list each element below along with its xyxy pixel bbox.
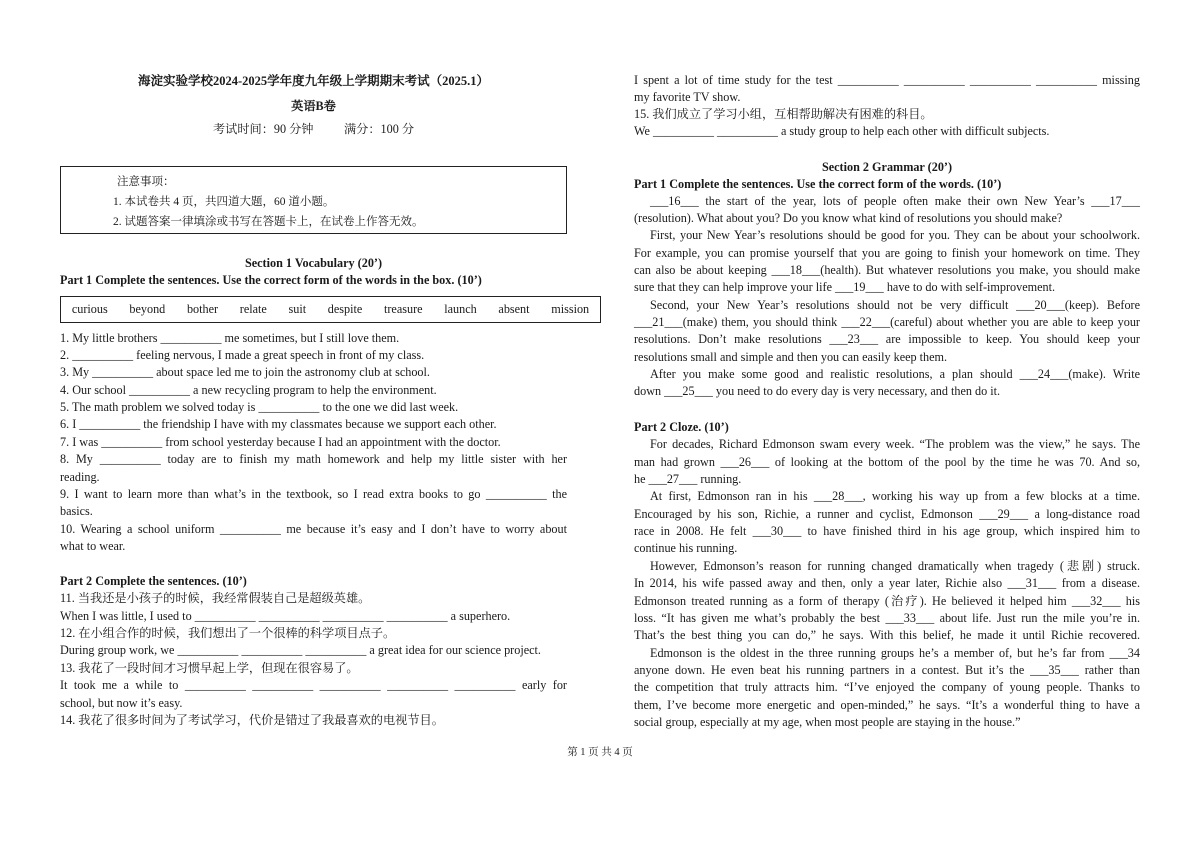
notice-item-1: 1. 本试卷共 4 页，共四道大题，60 道小题。: [113, 196, 335, 208]
question-14-en: I spent a lot of time study for the test __________ __________ __________ __________ missing: [634, 73, 1140, 87]
grammar-line: sure that they can help improve your life ___19___ have to do with self-improvement.: [634, 280, 1056, 294]
word-box-item: mission: [551, 302, 590, 316]
word-box-item: treasure: [383, 302, 423, 316]
word-box-item: relate: [239, 302, 267, 316]
section2-title: Section 2 Grammar (20’): [821, 160, 953, 174]
cloze-line: continue his running.: [634, 541, 738, 555]
question-9: 9. I want to learn more than what’s in the textbook, so I read extra books to go __________ the: [60, 487, 567, 501]
question-8: 8. My __________ today are to finish my math homework and help my little sister with her: [60, 452, 567, 466]
question-3: 3. My __________ about space led me to join the astronomy club at school.: [60, 365, 430, 379]
question-5: 5. The math problem we solved today is __________ to the one we did last week.: [60, 400, 459, 414]
word-box-item: despite: [327, 302, 363, 316]
word-box-item: curious: [71, 302, 108, 316]
cloze-line: In 2014, his wife passed away and then, only a year later, Richie also ___31___ from a disease.: [634, 576, 1140, 590]
cloze-line: the competition that truly attracts him. “I’ve enjoyed the company of young people. Thanks to: [634, 680, 1140, 694]
question-13-en: It took me a while to __________ __________ __________ __________ __________ early for: [60, 678, 567, 692]
notice-box: [60, 166, 567, 234]
question-7: 7. I was __________ from school yesterday because I had an appointment with the doctor.: [60, 435, 501, 449]
word-box-item: bother: [186, 302, 219, 316]
notice-item-2: 2. 试题答案一律填涂或书写在答题卡上，在试卷上作答无效。: [113, 216, 424, 228]
word-box-item: absent: [498, 302, 530, 316]
question-12-cn: 12. 在小组合作的时候，我们想出了一个很棒的科学项目点子。: [60, 626, 396, 640]
grammar-line: resolutions. Don’t make resolutions ___23___ are impossible to keep. You should keep your: [634, 332, 1140, 346]
page-footer: 第 1 页 共 4 页: [567, 747, 633, 758]
grammar-line: (resolution). What about you? Do you know what kind of resolutions you should make?: [634, 211, 1063, 225]
question-8-cont: reading.: [60, 470, 100, 484]
cloze-line: he ___27___ running.: [634, 472, 742, 486]
grammar-line: resolutions small and simple and then you can easily keep them.: [634, 350, 948, 364]
grammar-line: For example, you can promise yourself that you are going to finish your homework on time. They: [634, 246, 1140, 260]
cloze-line: That’s the best thing you can do,” he says. With this belief, he made it until Richie recovered.: [634, 628, 1140, 642]
word-box: [60, 296, 601, 323]
question-2: 2. __________ feeling nervous, I made a great speech in front of my class.: [60, 348, 425, 362]
question-14-cn: 14. 我花了很多时间为了考试学习，代价是错过了我最喜欢的电视节目。: [60, 713, 444, 727]
cloze-line: At first, Edmonson ran in his ___28___, working his way up from a few blocks at a time.: [650, 489, 1140, 503]
notice-heading: 注意事项：: [117, 176, 175, 188]
cloze-line: man had grown ___26___ of looking at the bottom of the pool by the time he was 70. And so,: [634, 455, 1140, 469]
question-1: 1. My little brothers __________ me sometimes, but I still love them.: [60, 331, 400, 345]
question-10: 10. Wearing a school uniform __________ me because it’s easy and I don’t have to worry about: [60, 522, 567, 536]
cloze-line: them, I’ve become more energetic and open-minded,” he says. “It’s a wonderful thing to have a: [634, 698, 1140, 712]
question-11-en: When I was little, I used to __________ __________ __________ __________ a superhero.: [60, 609, 511, 623]
question-13-cont: school, but now it’s easy.: [60, 696, 183, 710]
cloze-line: Edmonson is the oldest in the three running groups he’s a member of, but he’s far from ___34: [650, 646, 1140, 660]
question-4: 4. Our school __________ a new recycling program to help the environment.: [60, 383, 437, 397]
section2-part1-title: Part 1 Complete the sentences. Use the correct form of the words. (10’): [634, 177, 1002, 191]
section2-part2-title: Part 2 Cloze. (10’): [634, 420, 729, 434]
grammar-line: ___21___(make) them, you should think ___22___(careful) about whether you are able to keep your: [634, 315, 1140, 329]
cloze-line: social group, especially at my age, when most people are staying in the house.”: [634, 715, 1021, 729]
cloze-line: race in 2008. He felt ___30___ to have finished third in his age group, which inspired him to: [634, 524, 1140, 538]
cloze-line: However, Edmonson’s reason for running changed dramatically when tragedy (悲剧) struck.: [650, 559, 1140, 573]
question-14-cont: my favorite TV show.: [634, 90, 741, 104]
cloze-line: Edmonson treated running as a form of therapy (治疗). He believed it helped him ___32___ his: [634, 594, 1140, 608]
question-15-en: We __________ __________ a study group to help each other with difficult subjects.: [634, 124, 1050, 138]
grammar-line: ___16___ the start of the year, lots of people often make their own New Year’s ___17___: [650, 194, 1140, 208]
exam-info: 考试时间：90 分钟 满分：100 分: [212, 122, 415, 136]
question-10-cont: what to wear.: [60, 539, 126, 553]
word-box-item: beyond: [129, 302, 166, 316]
question-6: 6. I __________ the friendship I have with my classmates because we support each other.: [60, 417, 497, 431]
cloze-line: For decades, Richard Edmonson swam every week. “The problem was the view,” he says. The: [650, 437, 1140, 451]
word-box-item: launch: [444, 302, 477, 316]
grammar-line: Second, your New Year’s resolutions should not be very difficult ___20___(keep). Before: [650, 298, 1140, 312]
grammar-line: can also be about keeping ___18___(health). But whatever resolutions you make, you should make: [634, 263, 1140, 277]
exam-title: 海淀实验学校2024-2025学年度九年级上学期期末考试（2025.1）: [137, 74, 490, 88]
cloze-line: Encouraged by his son, Richie, a runner and cyclist, Edmonson ___29___ a long-distance road: [634, 507, 1140, 521]
cloze-line: anyone down. He even beat his running partners in a contest. But it’s the ___35___ rather than: [634, 663, 1140, 677]
grammar-line: First, your New Year’s resolutions should be good for you. They can be about your schoolwork.: [650, 228, 1140, 242]
question-13-cn: 13. 我花了一段时间才习惯早起上学，但现在很容易了。: [60, 661, 359, 675]
grammar-line: After you make some good and realistic resolutions, a plan should ___24___(make). Write: [650, 367, 1140, 381]
question-12-en: During group work, we __________ __________ __________ a great idea for our science project.: [60, 643, 541, 657]
word-box-item: suit: [288, 302, 307, 316]
question-11-cn: 11. 当我还是小孩子的时候，我经常假装自己是超级英雄。: [60, 591, 371, 605]
section1-title: Section 1 Vocabulary (20’): [244, 256, 383, 270]
section1-part1-title: Part 1 Complete the sentences. Use the correct form of the words in the box. (10’): [60, 273, 482, 287]
question-15-cn: 15. 我们成立了学习小组，互相帮助解决有困难的科目。: [634, 107, 933, 121]
grammar-line: down ___25___ you need to do every day is very necessary, and then do it.: [634, 384, 1001, 398]
exam-subtitle: 英语B卷: [291, 99, 336, 113]
section1-part2-title: Part 2 Complete the sentences. (10’): [60, 574, 247, 588]
cloze-line: loss. “It has given me what’s probably the best ___33___ about life. Just run the mile you’re in.: [634, 611, 1140, 625]
question-9-cont: basics.: [60, 504, 93, 518]
